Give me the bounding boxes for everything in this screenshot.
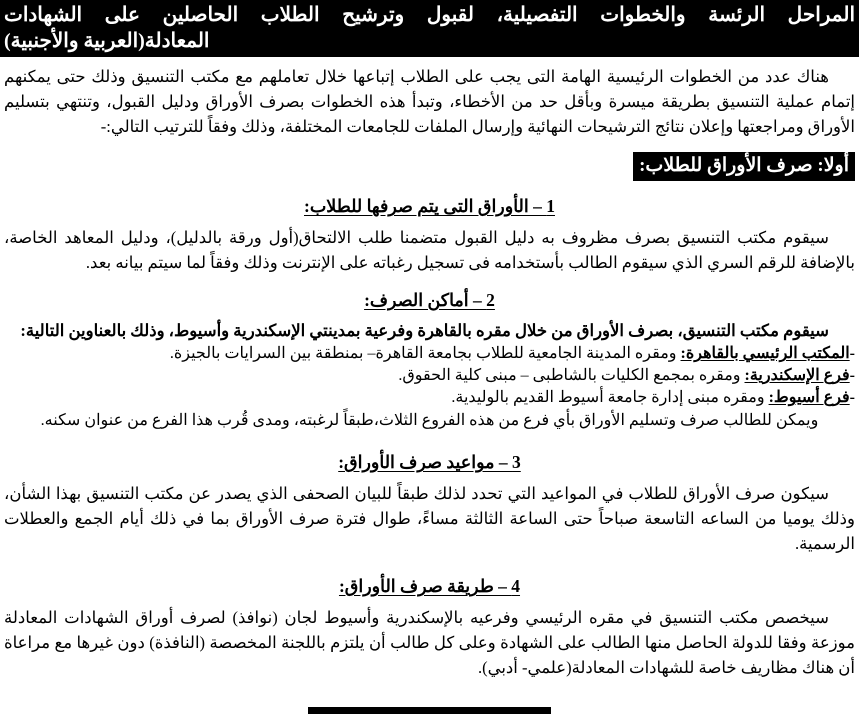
branch-address: ومقره بمجمع الكليات بالشاطبى – مبنى كلية الحقوق. xyxy=(398,367,745,384)
spacer xyxy=(0,312,859,319)
document-title-line-1: المراحل الرئسة والخطوات التفصيلية، لقبول وترشيح الطلاب الحاصلين على الشهادات xyxy=(4,4,855,26)
branch-address: ومقره مبنى إدارة جامعة أسيوط القديم بالوليدية. xyxy=(451,389,769,406)
item-4-heading: 4 – طريقة صرف الأوراق: xyxy=(338,576,521,596)
branch-dash: - xyxy=(849,345,855,362)
branch-address: ومقره المدينة الجامعية للطلاب بجامعة القاهرة– بمنطقة بين السرايات بالجيزة. xyxy=(169,345,681,362)
spacer xyxy=(0,139,859,152)
document-title-banner xyxy=(0,0,859,57)
branch-label: فرع أسيوط: xyxy=(768,389,850,406)
next-section-heading-cutoff-row xyxy=(0,696,859,703)
branch-label: المكتب الرئيسي بالقاهرة: xyxy=(680,345,850,362)
spacer xyxy=(0,181,859,194)
branch-dash: - xyxy=(849,367,855,384)
section-first-heading: أولا: صرف الأوراق للطلاب: xyxy=(633,152,855,181)
section-first-heading-row xyxy=(0,152,859,181)
spacer xyxy=(0,218,859,225)
document-title-line-2: المعادلة(العربية والأجنبية) xyxy=(4,30,210,52)
item-4-paragraph: سيخصص مكتب التنسيق في مقره الرئيسي وفرعيه بالإسكندرية وأسيوط لجان (نوافذ) لصرف أوراق الشهادات المعادلة موزعة وفقا للدولة الحاصل منها الطالب على الشهادة وعلى كل طالب أن يلتزم باللجنة المخصصة (النافذة) دون غيرها مع مراعاة أن هناك مظاريف خاصة للشهادات المعادلة(علمي- أدبي). xyxy=(4,608,855,677)
item-2-heading: 2 – أماكن الصرف: xyxy=(364,290,495,310)
branch-label: فرع الإسكندرية: xyxy=(744,367,850,384)
spacer xyxy=(0,57,859,64)
list-item xyxy=(4,387,855,409)
item-2-intro-line: سيقوم مكتب التنسيق، بصرف الأوراق من خلال مقره بالقاهرة وفرعية بمدينتي الإسكندرية وأسيوط، وذلك بالعناوين التالية: xyxy=(20,321,829,340)
spacer xyxy=(0,474,859,481)
list-item xyxy=(4,365,855,387)
spacer xyxy=(0,432,859,450)
spacer xyxy=(0,598,859,605)
next-section-heading-cutoff xyxy=(308,707,551,714)
item-1-heading: 1 – الأوراق التى يتم صرفها للطلاب: xyxy=(304,196,555,216)
spacer xyxy=(0,275,859,288)
item-4-heading-row xyxy=(0,574,859,598)
intro-paragraph: هناك عدد من الخطوات الرئيسية الهامة التى يجب على الطلاب إتباعها خلال تعاملهم مع مكتب التنسيق وذلك حتى يمكنهم إتمام عملية التنسيق بطريقة ميسرة وبأقل حد من الأخطاء، وتبدأ هذه الخطوات بصرف الأوراق ودليل القبول، وتنتهي بتسليم الأوراق ومراجعتها وإعلان نتائج الترشيحات النهائية وإرسال الملفات للجامعات المختلفة، وذلك وفقاً للترتيب التالي:- xyxy=(4,67,855,136)
branch-list xyxy=(0,343,859,409)
item-3-heading-row xyxy=(0,450,859,474)
item-2-heading-row xyxy=(0,288,859,312)
item-3-heading: 3 – مواعيد صرف الأوراق: xyxy=(338,452,521,472)
branch-note: ويمكن للطالب صرف وتسليم الأوراق بأي فرع من هذه الفروع الثلاث،طبقاً لرغبته، ومدى قُرب هذا الفرع من عنوان سكنه. xyxy=(40,412,819,429)
item-1-paragraph: سيقوم مكتب التنسيق بصرف مظروف به دليل القبول متضمنا طلب الالتحاق(أول ورقة بالدليل)، ودليل المعاهد الخاصة، بالإضافة للرقم السري الذي سيقوم الطالب بأستخدامه فى تسجيل رغباته على الإنترنت وذلك وفقاً لما سيتم بيانه بعد. xyxy=(4,228,855,272)
item-1-heading-row xyxy=(0,194,859,218)
branch-dash: - xyxy=(849,389,855,406)
spacer xyxy=(0,556,859,574)
item-3-paragraph: سيكون صرف الأوراق للطلاب في المواعيد التي تحدد لذلك طبقاً للبيان الصحفى الذي يصدر عن مكتب التنسيق بهذا الشأن، وذلك يوميا من الساعه التاسعة صباحاً حتى الساعة الثالثة مساءً، طوال فترة صرف الأوراق بما في ذلك أيام الجمع والعطلات الرسمية. xyxy=(4,484,855,553)
list-item xyxy=(4,343,855,365)
